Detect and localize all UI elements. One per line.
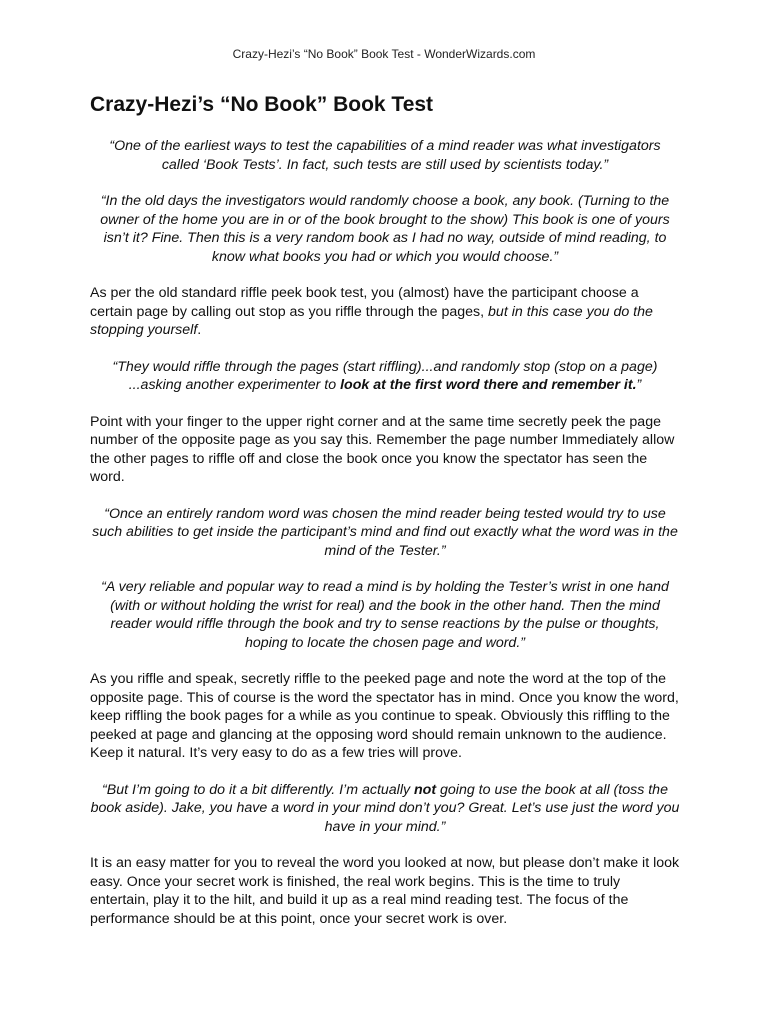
italic-emphasis: but in this case you do the stopping yourself	[90, 303, 653, 338]
text-run: As per the old standard riffle peek book test, you (almost) have the participant choose a certain page by calling out stop as you riffle through the pages,	[90, 285, 639, 320]
quote-paragraph	[90, 358, 680, 395]
bold-emphasis: not	[414, 781, 437, 798]
body-paragraph	[90, 284, 680, 340]
text-run: “But I’m going to do it a bit differently. I’m actually	[102, 781, 415, 798]
text-run: “They would riffle through the pages (start riffling)...and randomly stop (stop on a page) ...asking another experimenter to	[112, 358, 658, 393]
quote-paragraph: “In the old days the investigators would randomly choose a book, any book. (Turning to the owner of the home you are in or of the book brought to the show) This book is one of yours isn’t it? Fine. Then this is a very random book as I had no way, outside of mind reading, to know what books you had or which you would choose.”	[100, 193, 670, 265]
quote-paragraph: “Once an entirely random word was chosen the mind reader being tested would try to use such abilities to get inside the participant’s mind and find out exactly what the word was in the mind of the Tester.”	[92, 505, 678, 559]
running-header: Crazy-Hezi’s “No Book” Book Test - WonderWizards.com	[232, 47, 536, 61]
text-run: going to use the book at all (toss the book aside). Jake, you have a word in your mind don’t you? Great. Let’s use just the word you have in your mind.”	[90, 781, 680, 835]
document-body	[90, 92, 680, 946]
quote-paragraph: “A very reliable and popular way to read a mind is by holding the Tester’s wrist in one hand (with or without holding the wrist for real) and the book in the other hand. Then the mind reader would riffle through the book and try to sense reactions by the pulse or thoughts, hoping to locate the chosen page and word.”	[101, 579, 669, 651]
body-paragraph: As you riffle and speak, secretly riffle to the peeked page and note the word at the top of the opposite page. This of course is the word the spectator has in mind. Once you know the word, keep riffling the book pages for a while as you continue to speak. Obviously this riffling to the peeked at page and glancing at the opposing word should remain unknown to the audience. Keep it natural. It’s very easy to do as a few tries will prove.	[90, 671, 679, 761]
quote-paragraph: “One of the earliest ways to test the capabilities of a mind reader was what investigators called ‘Book Tests’. In fact, such tests are still used by scientists today.”	[109, 138, 661, 173]
text-run: ”	[636, 377, 642, 393]
text-run: .	[197, 322, 202, 338]
body-paragraph: Point with your finger to the upper right corner and at the same time secretly peek the page number of the opposite page as you say this. Remember the page number Immediately allow the other pages to riffle off and close the book once you know the spectator has seen the word.	[90, 413, 675, 485]
quote-paragraph	[90, 781, 680, 837]
body-paragraph: It is an easy matter for you to reveal the word you looked at now, but please don’t make it look easy. Once your secret work is finished, the real work begins. This is the time to truly entertain, play it to the hilt, and build it up as a real mind reading test. The focus of the performance should be at this point, once your secret work is over.	[90, 855, 680, 927]
bold-emphasis: look at the first word there and remember it.	[340, 377, 637, 393]
page-title: Crazy-Hezi’s “No Book” Book Test	[90, 93, 434, 116]
